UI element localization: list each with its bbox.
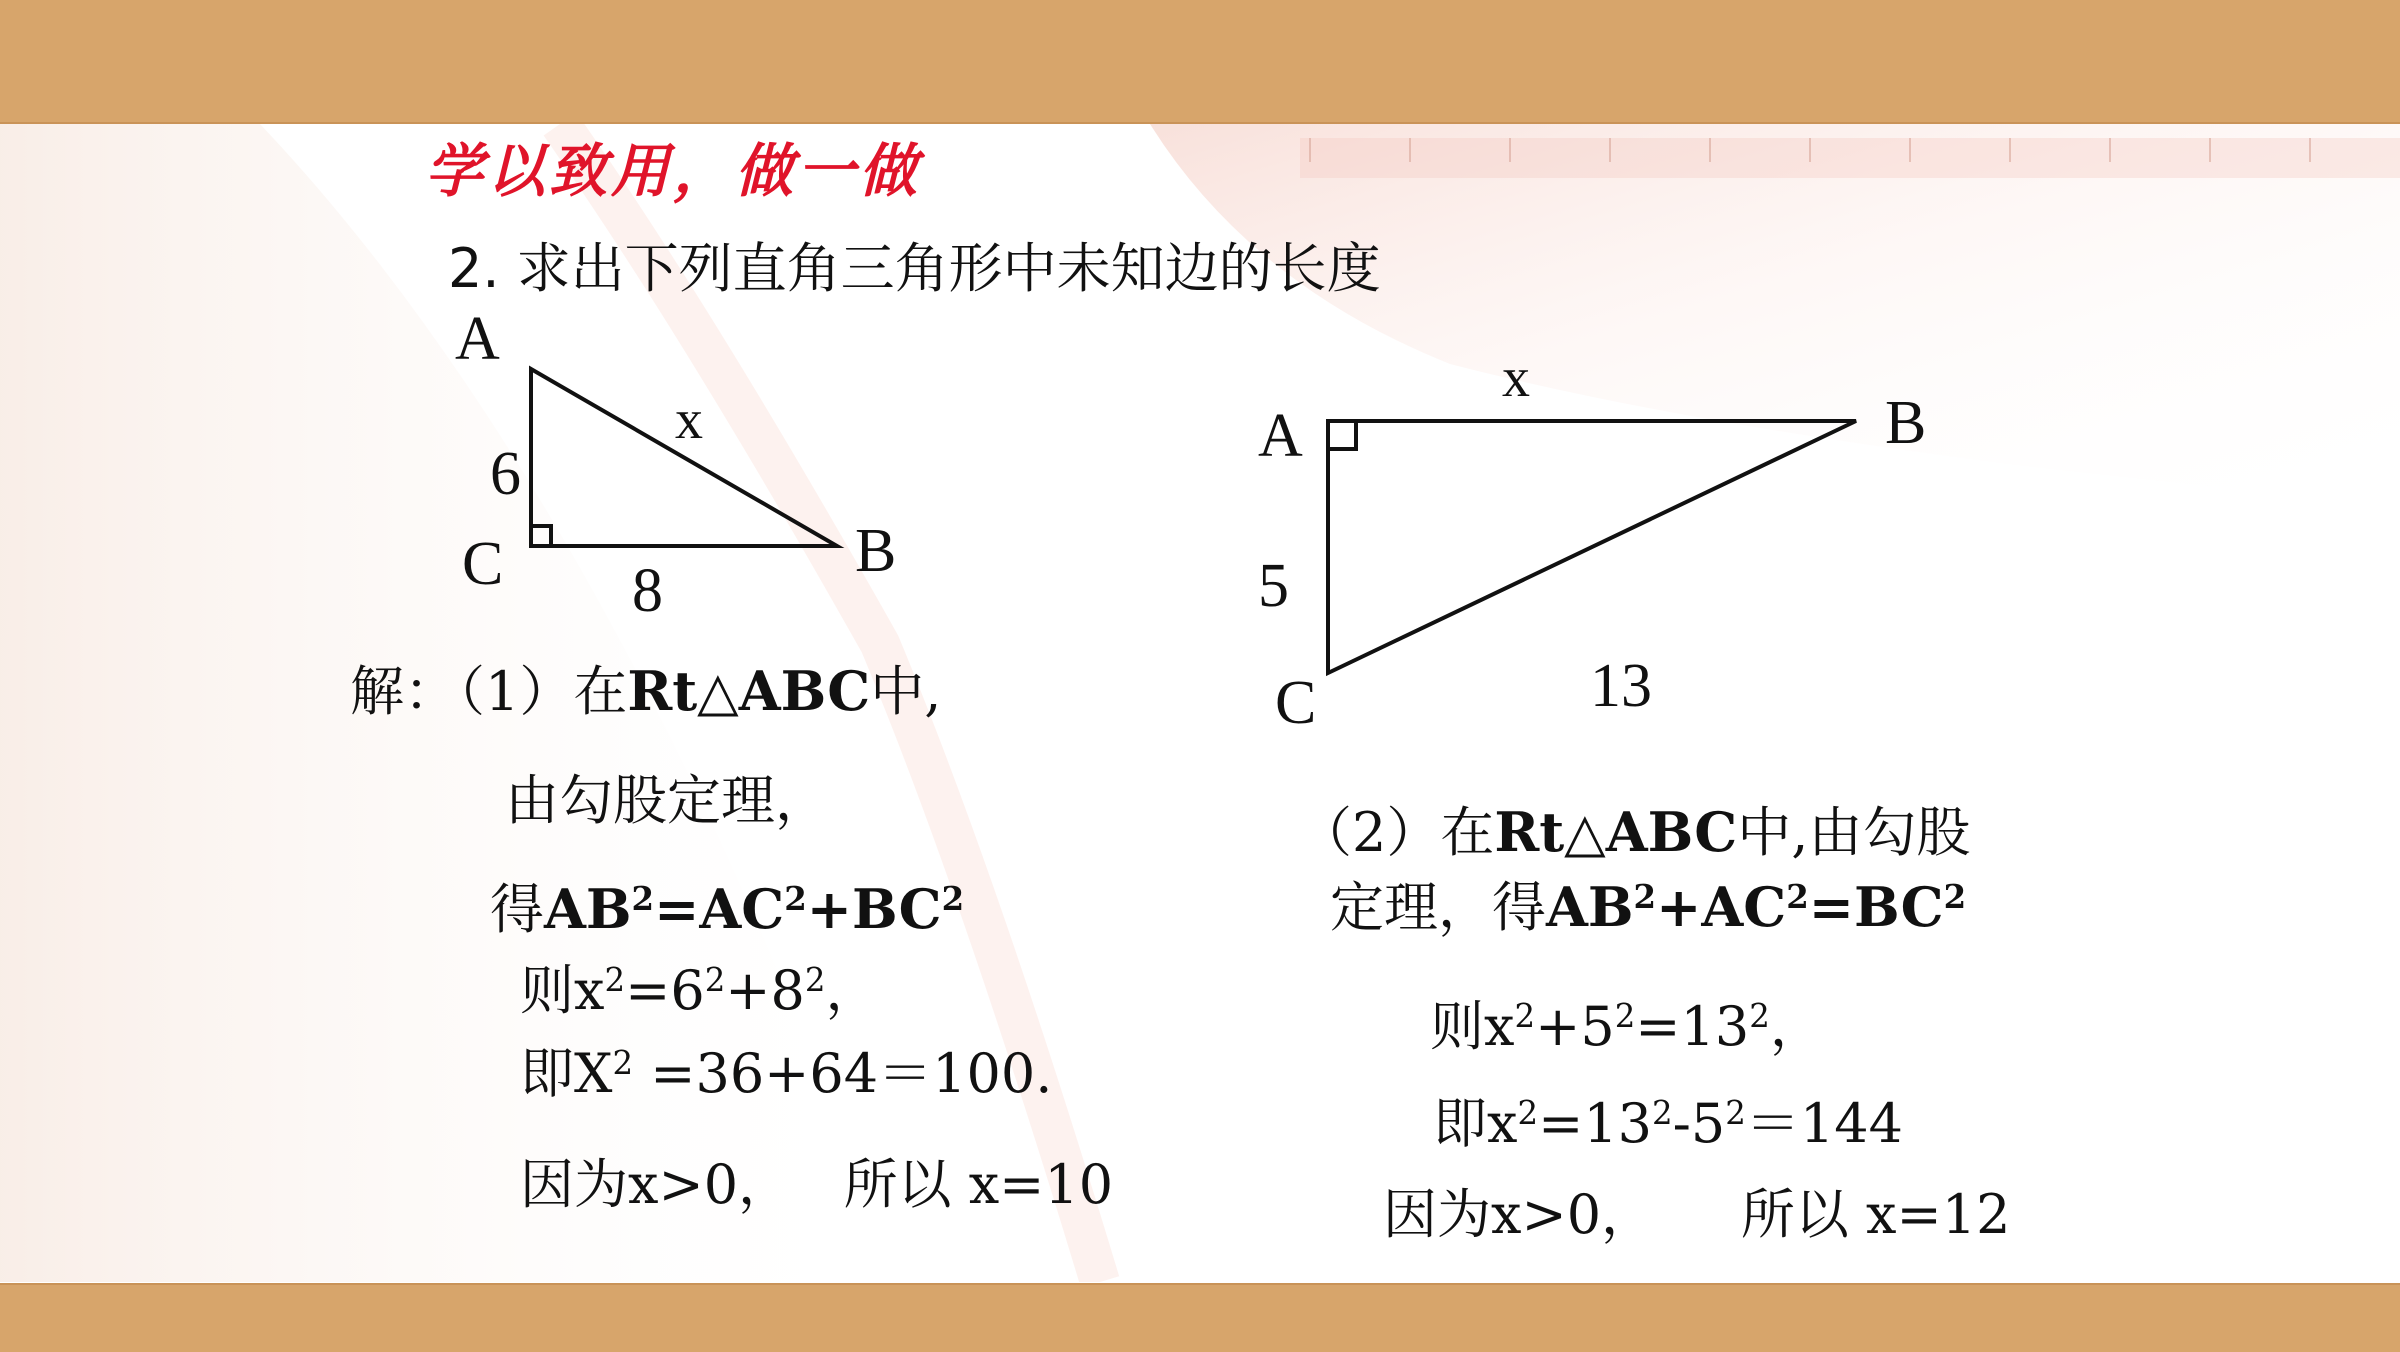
fig2-vertex-c: C [1275,669,1317,737]
solution2-conclusion: 因为x>0， 所以 x=12 [1383,1183,2011,1246]
fig1-vertex-c: C [462,530,504,598]
solution2-line2: 定理，得$AB^2+AC^2=BC^2$ [1330,875,1967,939]
fig1-side-x: x [675,389,703,451]
page-title: 学以致用，做一做 [425,137,922,205]
solution1-theorem: 由勾股定理， [505,769,829,832]
question-text: 2. 求出下列直角三角形中未知边的长度 [448,237,1381,300]
fig2-side-ac: 5 [1258,552,1289,620]
solution1-step2: 即$X^2 =36+64=100$. [520,1042,1053,1105]
solution1-formula: 得$AB^2=AC^2+BC^2$ [490,877,965,941]
fig2-vertex-a: A [1258,402,1303,470]
triangle-2-outline [1328,421,1856,673]
solution2-line1: （2）在Rt△ABC中,由勾股 [1298,800,1971,864]
solution1-step1: 则$x^2=6^2+8^2$， [520,959,880,1022]
right-angle-marker-2 [1328,421,1356,449]
fig1-vertex-a: A [455,305,500,373]
fig2-side-x: x [1502,347,1530,409]
fig1-vertex-b: B [855,517,897,585]
solution1-conclusion: 因为x>0， 所以 x=10 [520,1153,1114,1216]
solution2-step1: 则$x^2+5^2=13^2$， [1430,995,1824,1058]
solution1-intro: 解：（1）在Rt△ABC中, [350,659,942,723]
fig2-vertex-b: B [1885,389,1927,457]
solution2-step2: 即$x^2=13^2-5^2=144$ [1433,1092,1903,1155]
fig1-side-bc: 8 [632,557,663,625]
fig2-side-bc: 13 [1590,652,1652,720]
fig1-side-ac: 6 [490,440,521,508]
